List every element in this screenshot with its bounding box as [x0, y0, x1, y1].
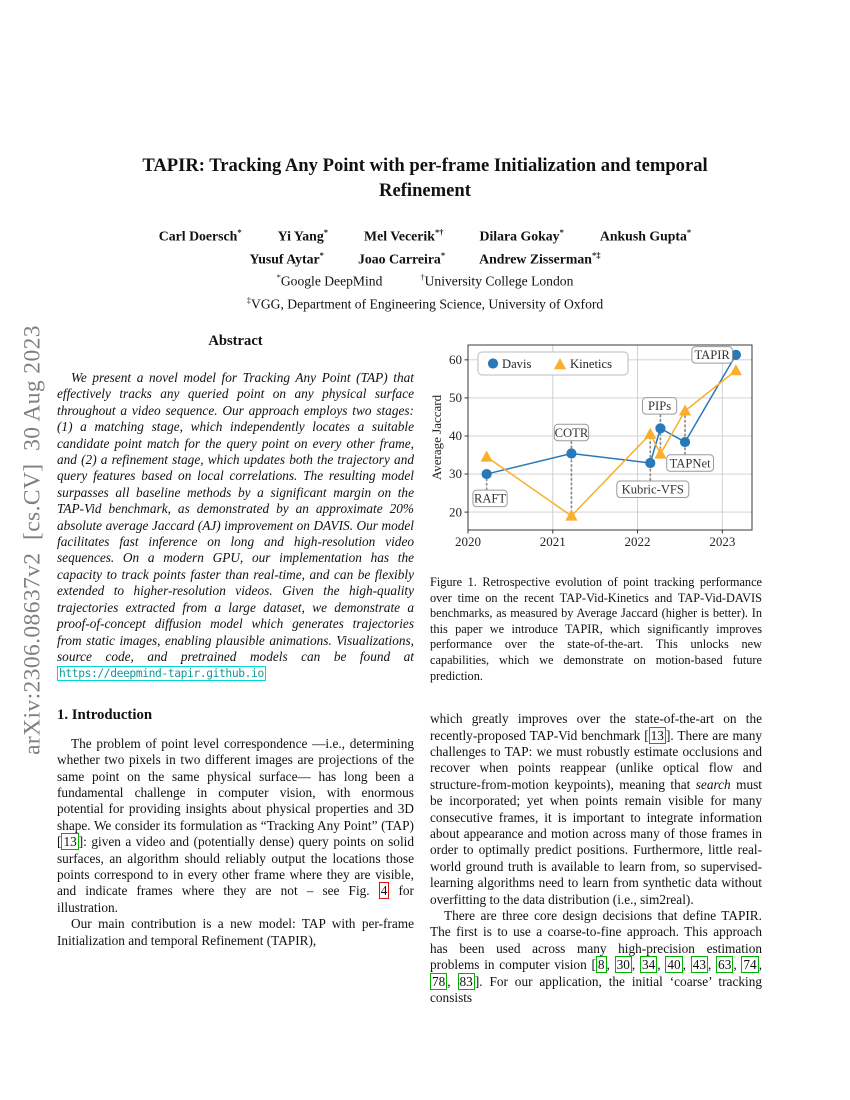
chart-text: 2022: [624, 534, 651, 549]
cite-link[interactable]: 34: [641, 957, 656, 973]
figure1-chart: [430, 337, 762, 563]
author-name: Yi Yang*: [277, 227, 329, 244]
abstract-text: [57, 370, 414, 683]
annotation-label: COTR: [554, 425, 589, 440]
chart-text: 30: [449, 466, 462, 482]
authors-row-1: [55, 223, 795, 246]
chart-text: 20: [449, 504, 462, 520]
text-segment: ,: [606, 957, 615, 973]
cite-link[interactable]: 8: [597, 957, 605, 973]
authors-block: [55, 223, 795, 313]
affiliations-row-1: [55, 268, 795, 291]
author-name: Yusuf Aytar*: [249, 249, 324, 267]
legend-label-kinetics: Kinetics: [570, 357, 612, 371]
introduction-heading: 1. Introduction: [57, 706, 153, 723]
cite-link[interactable]: 13: [63, 834, 77, 850]
intro-paragraph-1: [57, 736, 414, 916]
data-point-circle: [566, 448, 576, 458]
left-column: [57, 333, 414, 949]
cite-link[interactable]: 63: [718, 957, 732, 973]
text-segment: ,: [707, 957, 717, 973]
author-name: Andrew Zisserman*‡: [479, 249, 601, 267]
text-segment: ,: [657, 957, 666, 973]
text-segment: Our main contribution is a new model: TAP with per-frame Initialization and temporal Refinement (TAPIR),: [57, 916, 414, 948]
chart-text: 2020: [455, 534, 481, 549]
data-point-circle: [655, 423, 665, 433]
text-segment: There are three core design decisions that define TAPIR. The first is to use a coarse-to-fine approach. This approach has been used across many high-precision estimation problems in computer vision [: [430, 908, 762, 973]
author-name: Mel Vecerik*†: [364, 227, 444, 244]
emphasis-text: search: [695, 776, 731, 792]
chart-text: 40: [449, 428, 462, 444]
text-segment: for illustration.: [57, 883, 414, 915]
right-paragraph-2: [430, 908, 762, 1006]
url-link[interactable]: https://deepmind-tapir.github.io: [59, 667, 264, 681]
data-point-circle: [645, 458, 655, 468]
annotation-label: TAPIR: [694, 348, 730, 363]
annotation-label: Kubric-VFS: [621, 482, 684, 497]
chart-text: 2021: [539, 534, 566, 549]
text-segment: ,: [631, 957, 640, 973]
text-segment: which greatly improves over the state-of-the-art on the recently-proposed TAP-Vid benchmark [: [430, 711, 762, 743]
y-axis-label: Average Jaccard: [430, 394, 444, 481]
text-segment: ,: [682, 957, 691, 973]
cite-link[interactable]: 13: [650, 727, 664, 743]
right-column: [430, 337, 762, 1006]
data-point-triangle: [730, 364, 742, 375]
data-point-triangle: [654, 447, 666, 458]
annotation-label: PIPs: [648, 399, 672, 414]
figure1-caption: Figure 1. Retrospective evolution of point tracking performance over time on the recent TAP-Vid-Kinetics and TAP-Vid-DAVIS benchmarks, as measured by Average Jaccard (higher is better). In this paper we introduce TAPIR, which significantly improves performance over the state-of-the-art. This unlocks new capabilities, which we demonstrate on motion-based future prediction.: [430, 575, 762, 683]
affiliation: ‡VGG, Department of Engineering Science, University of Oxford: [246, 294, 604, 312]
annotation-label: TAPNet: [669, 456, 711, 471]
author-name: Dilara Gokay*: [479, 227, 564, 244]
text-segment: ,: [447, 973, 458, 989]
line-chart-svg: [430, 337, 762, 563]
author-name: Joao Carreira*: [357, 249, 446, 267]
cite-link[interactable]: 78: [432, 973, 446, 989]
data-point-triangle: [481, 451, 493, 462]
data-point-circle: [680, 437, 690, 447]
text-segment: ,: [733, 957, 742, 973]
affiliation: †University College London: [420, 272, 574, 289]
chart-text: 60: [449, 352, 462, 368]
text-segment: ]: given a video and (potentially dense) query points on solid surfaces, an algorithm should reliably output the locations those points correspond to in every other frame where they are visible, and indicate frames where they are not – see Fig.: [57, 834, 414, 899]
annotation-label: RAFT: [473, 491, 507, 506]
arxiv-stamp: arXiv:2306.08637v2 [cs.CV] 30 Aug 2023: [19, 325, 46, 755]
chart-text: 50: [449, 390, 462, 406]
cite-link[interactable]: 30: [616, 957, 630, 973]
data-point-circle: [482, 469, 492, 479]
abstract-heading: Abstract: [208, 333, 263, 349]
affiliations-row-2: [55, 291, 795, 314]
text-segment: The problem of point level correspondence —i.e., determining whether two pixels in two different images are projections of the same point on the same physical surface— has long been a fundamental challenge in computer vision, with enormous potential for providing insights about physical properties and 3D shape. We consider its formulation as “Tracking Any Point” (TAP) [: [57, 735, 414, 850]
text-segment: ,: [758, 957, 763, 973]
cite-link[interactable]: 43: [692, 957, 706, 973]
data-point-triangle: [644, 428, 656, 439]
right-paragraph-1: [430, 711, 762, 908]
intro-paragraph-2: [57, 916, 414, 949]
author-name: Ankush Gupta*: [599, 227, 692, 244]
cite-link[interactable]: 40: [667, 957, 681, 973]
text-segment: ]. For our application, the initial ‘coarse’ tracking consists: [430, 973, 762, 1006]
author-name: Carl Doersch*: [158, 227, 242, 244]
legend-label-davis: Davis: [502, 357, 532, 371]
data-point-triangle: [679, 404, 691, 415]
data-point-circle: [488, 358, 498, 368]
authors-row-2: [55, 246, 795, 269]
cite-link[interactable]: 83: [459, 973, 473, 989]
paper-title: TAPIR: Tracking Any Point with per-frame Initialization and temporal Refinement: [142, 155, 708, 201]
text-segment: We present a novel model for Tracking Any Point (TAP) that effectively tracks any queried point on any physical surface throughout a video sequence. Our approach employs two stages: (1) a matching stage, which independently locates a suitable candidate point match for the query point on every other frame, and (2) a refinement stage, which updates both the trajectory and query features based on local correlations. The resulting model surpasses all baseline methods by a significant margin on the TAP-Vid benchmark, as demonstrated by an approximate 20% absolute average Jaccard (AJ) improvement on DAVIS. Our model facilitates fast inference on long and high-resolution video sequences. On a modern GPU, our implementation has the capacity to track points faster than real-time, and can be flexibly extended to higher-resolution videos. Given the high-quality trajectories extracted from a large dataset, we demonstrate a proof-of-concept diffusion model which generates trajectories from static images, enabling plausible animations. Visualizations, source code, and pretrained models can be found at: [57, 370, 414, 664]
series-line-kinetics: [487, 371, 736, 516]
text-segment: ]. There are many challenges to TAP: we must robustly estimate occlusions and recover when points reappear (unlike optical flow and structure-from-motion keypoints), meaning that: [430, 727, 763, 792]
text-segment: must be incorporated; yet when points remain visible for many consecutive frames, it is important to integrate information about appearance and motion across many of those frames in order to optimally predict positions. Furthermore, little real-world ground truth is available to learn from, so supervised-learning algorithms need to learn from synthetic data without overfitting to the data distribution (i.e., sim2real).: [430, 776, 762, 907]
figure-link[interactable]: 4: [380, 883, 388, 899]
cite-link[interactable]: 74: [743, 957, 757, 973]
affiliation: *Google DeepMind: [276, 272, 383, 289]
chart-text: 2023: [709, 534, 736, 549]
